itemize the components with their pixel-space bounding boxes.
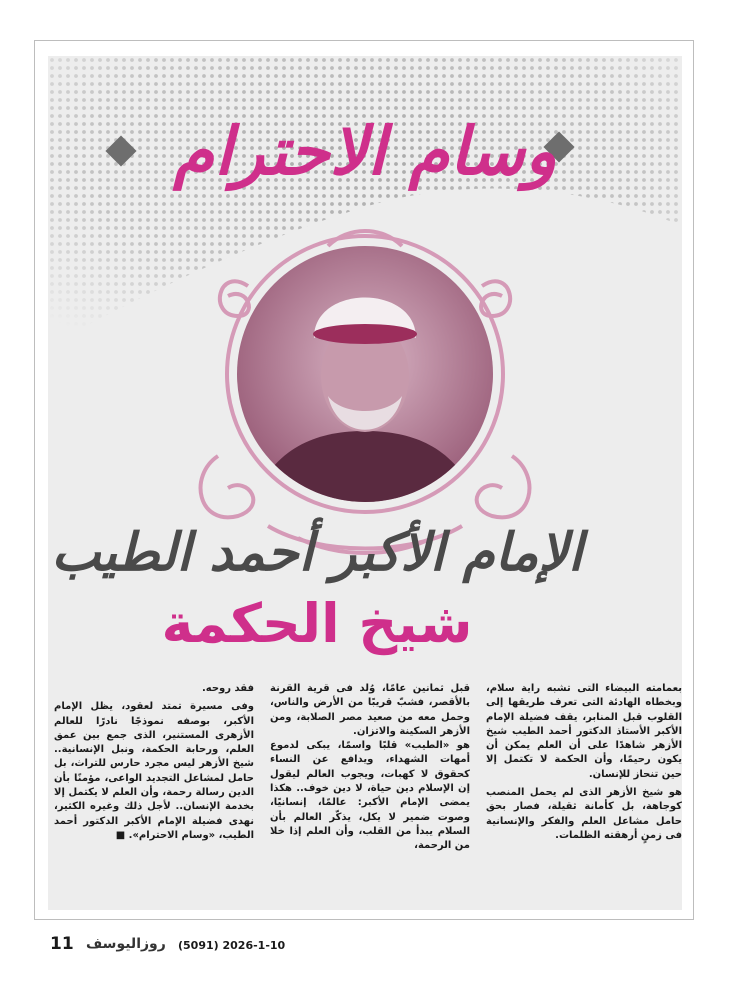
article-column-middle (270, 682, 470, 854)
diamond-icon (105, 135, 136, 166)
paragraph: بعمامته البيضاء التى تشبه راية سلام، وبخطاه الهادئة التى تعرف طريقها إلى القلوب قبل المنابر، يقف فضيلة الإمام الأكبر الأستاذ الدكتور أحمد الطيب شيخ الأزهر شاهدًا على أن العلم يمكن أن يكون رحيمًا، وأن الحكمة لا تكتمل إلا حين تنحاز للإنسان. (486, 683, 682, 780)
paragraph: وفى مسيرة تمتد لعقود، يظل الإمام الأكبر، بوصفه نموذجًا نادرًا للعالم الأزهرى المستنير، الذى جمع بين عمق العلم، ورحابة الحكمة، ونبل الإنسانية.. شيخ الأزهر ليس مجرد حارس للتراث، بل حامل لمشاعل التجديد الواعى، مؤمنًا بأن الدين رسالة رحمة، وأن العلم لا يكتمل إلا بخدمة الإنسان.. لأجل ذلك وغيره الكثير، نهدى فضيلة الإمام الأكبر الدكتور أحمد الطيب، «وسام الاحترام». ■ (54, 701, 254, 841)
article-column-left (54, 682, 254, 843)
paragraph: قبل ثمانين عامًا، وُلد فى قرية القرنة بالأقصر، فشبّ قريبًا من الأرض والناس، وحمل معه من صعيد مصر الصلابة، ومن الأزهر السكينة والاتزان. (270, 683, 470, 737)
issue-date: (5091) 2026-1-10 (178, 939, 286, 952)
headline-title: شيخ الحكمة (161, 592, 473, 655)
section-title: وسام الاحترام (173, 112, 557, 190)
paragraph: هو «الطيب» قلبًا واسمًا، يبكى لدموع أمهات الشهداء، ويدافع عن النساء كحقوق لا كهبات، ويجوب العالم ليقول إن الإسلام دين حياة، لا دين خوف.. هكذا يمضى الإمام الأكبر: عالمًا، إنسانيًا، وصوت ضمير لا يكل، يذكّر العالم بأن السلام يبدأ من القلب، وأن العلم إذا خلا من الرحمة، (270, 740, 470, 852)
portrait-medallion (178, 226, 552, 566)
page-number: 11 (50, 934, 74, 954)
headline-name: الإمام الأكبر أحمد الطيب (51, 523, 583, 583)
page-footer (50, 934, 380, 958)
paragraph: هو شيخ الأزهر الذى لم يحمل المنصب كوجاهة، بل كأمانة ثقيلة، فصار بحق حامل مشاعل العلم والفكر والإنسانية فى زمنٍ أرهقته الظلمات. (486, 787, 682, 841)
paragraph: فقد روحه. (201, 683, 254, 694)
article-column-right (486, 682, 682, 843)
magazine-brand: روزاليوسف (86, 936, 166, 952)
